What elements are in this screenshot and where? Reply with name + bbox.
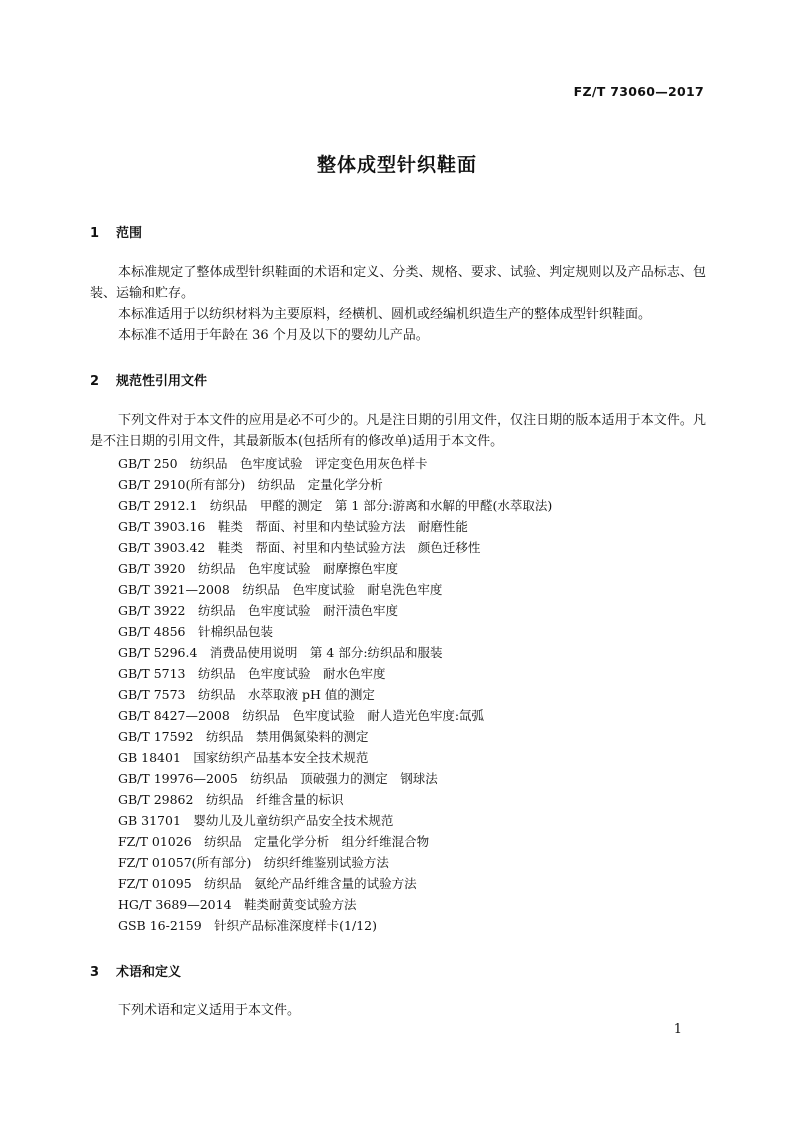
- reference-item: GB/T 3921—2008 纺织品 色牢度试验 耐皂洗色牢度: [118, 582, 443, 597]
- reference-item: GB/T 3903.16 鞋类 帮面、衬里和内垫试验方法 耐磨性能: [118, 519, 468, 534]
- section-number: 2: [90, 374, 100, 389]
- reference-item: GB/T 8427—2008 纺织品 色牢度试验 耐人造光色牢度:氙弧: [118, 708, 485, 723]
- terms-intro: 下列术语和定义适用于本文件。: [118, 1003, 301, 1018]
- reference-item: GB/T 19976—2005 纺织品 顶破强力的测定 钢球法: [118, 771, 438, 786]
- section-2-heading: [90, 370, 207, 389]
- reference-item: GB/T 7573 纺织品 水萃取液 pH 值的测定: [118, 687, 375, 702]
- section-3-heading: [90, 961, 181, 980]
- scope-paragraph-1: 本标准规定了整体成型针织鞋面的术语和定义、分类、规格、要求、试验、判定规则以及产品标志、包装、运输和贮存。: [90, 265, 706, 301]
- reference-item: GB/T 2912.1 纺织品 甲醛的测定 第 1 部分:游离和水解的甲醛(水萃取法): [118, 498, 553, 513]
- section-number: 3: [90, 965, 100, 980]
- reference-item: FZ/T 01057(所有部分) 纺织纤维鉴别试验方法: [118, 855, 389, 870]
- section-number: 1: [90, 226, 100, 241]
- section-title: 术语和定义: [116, 965, 182, 980]
- page-number: 1: [673, 1022, 682, 1037]
- reference-item: FZ/T 01026 纺织品 定量化学分析 组分纤维混合物: [118, 834, 430, 849]
- reference-item: GB 31701 婴幼儿及儿童纺织产品安全技术规范: [118, 813, 394, 828]
- scope-paragraph-3: 本标准不适用于年龄在 36 个月及以下的婴幼儿产品。: [118, 328, 429, 343]
- references-intro: 下列文件对于本文件的应用是必不可少的。凡是注日期的引用文件，仅注日期的版本适用于本文件。凡是不注日期的引用文件，其最新版本(包括所有的修改单)适用于本文件。: [90, 413, 706, 449]
- reference-item: GB 18401 国家纺织产品基本安全技术规范: [118, 750, 369, 765]
- section-title: 规范性引用文件: [116, 374, 208, 389]
- reference-item: GSB 16-2159 针织产品标准深度样卡(1/12): [118, 918, 377, 933]
- reference-item: GB/T 29862 纺织品 纤维含量的标识: [118, 792, 344, 807]
- reference-item: GB/T 2910(所有部分) 纺织品 定量化学分析: [118, 477, 383, 492]
- reference-item: GB/T 4856 针棉织品包装: [118, 624, 274, 639]
- section-1-heading: [90, 222, 142, 241]
- reference-item: GB/T 5296.4 消费品使用说明 第 4 部分:纺织品和服装: [118, 645, 443, 660]
- reference-item: GB/T 250 纺织品 色牢度试验 评定变色用灰色样卡: [118, 456, 428, 471]
- section-title: 范围: [116, 226, 143, 241]
- reference-item: FZ/T 01095 纺织品 氨纶产品纤维含量的试验方法: [118, 876, 417, 891]
- reference-item: HG/T 3689—2014 鞋类耐黄变试验方法: [118, 897, 357, 912]
- reference-item: GB/T 3920 纺织品 色牢度试验 耐摩擦色牢度: [118, 561, 399, 576]
- reference-item: GB/T 17592 纺织品 禁用偶氮染料的测定: [118, 729, 369, 744]
- document-title: 整体成型针织鞋面: [316, 154, 477, 176]
- standard-code: FZ/T 73060—2017: [573, 84, 704, 99]
- reference-item: GB/T 5713 纺织品 色牢度试验 耐水色牢度: [118, 666, 386, 681]
- normative-reference-list: [118, 453, 552, 936]
- scope-paragraph-2: 本标准适用于以纺织材料为主要原料，经横机、圆机或经编机织造生产的整体成型针织鞋面。: [118, 307, 652, 322]
- reference-item: GB/T 3903.42 鞋类 帮面、衬里和内垫试验方法 颜色迁移性: [118, 540, 481, 555]
- reference-item: GB/T 3922 纺织品 色牢度试验 耐汗渍色牢度: [118, 603, 399, 618]
